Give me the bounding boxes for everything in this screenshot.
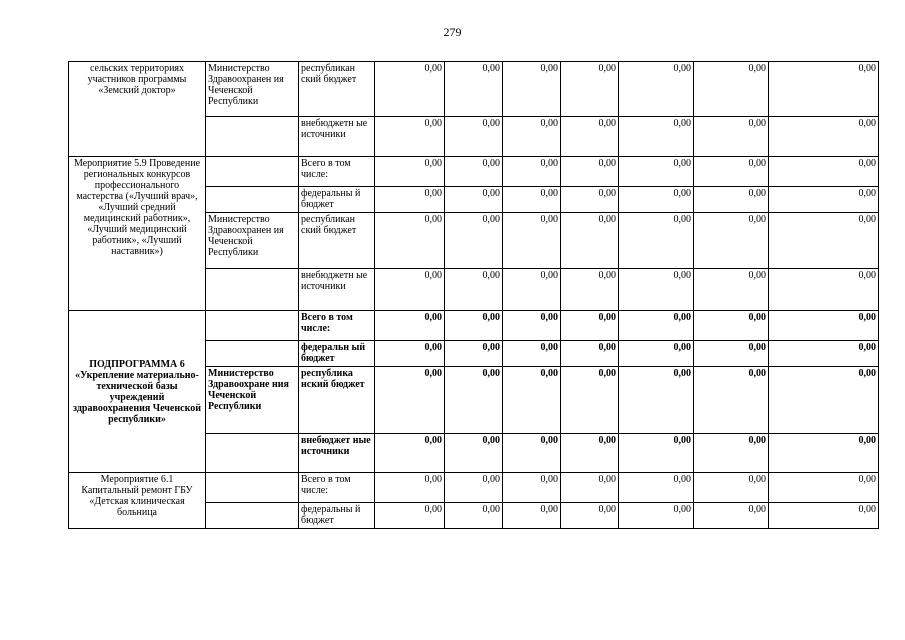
value-cell: 0,00: [561, 434, 619, 473]
value-cell: 0,00: [445, 311, 503, 341]
value-cell: 0,00: [445, 213, 503, 269]
value-cell: 0,00: [503, 269, 561, 311]
org-cell: [206, 117, 299, 157]
value-cell: 0,00: [445, 187, 503, 213]
value-cell: 0,00: [375, 341, 445, 367]
value-cell: 0,00: [375, 367, 445, 434]
value-cell: 0,00: [375, 117, 445, 157]
value-cell: 0,00: [619, 117, 694, 157]
value-cell: 0,00: [769, 341, 879, 367]
value-cell: 0,00: [503, 157, 561, 187]
value-cell: 0,00: [619, 62, 694, 117]
value-cell: 0,00: [503, 213, 561, 269]
value-cell: 0,00: [619, 157, 694, 187]
value-cell: 0,00: [503, 311, 561, 341]
value-cell: 0,00: [375, 187, 445, 213]
activity-cell: сельских территориях участников программы «Земский доктор»: [69, 62, 206, 157]
value-cell: 0,00: [445, 367, 503, 434]
value-cell: 0,00: [503, 473, 561, 503]
source-cell: Всего в том числе:: [299, 311, 375, 341]
value-cell: 0,00: [619, 187, 694, 213]
value-cell: 0,00: [561, 473, 619, 503]
value-cell: 0,00: [619, 434, 694, 473]
value-cell: 0,00: [375, 503, 445, 529]
value-cell: 0,00: [375, 269, 445, 311]
value-cell: 0,00: [561, 62, 619, 117]
value-cell: 0,00: [694, 269, 769, 311]
value-cell: 0,00: [561, 213, 619, 269]
value-cell: 0,00: [375, 157, 445, 187]
value-cell: 0,00: [561, 311, 619, 341]
source-cell: федеральны й бюджет: [299, 503, 375, 529]
value-cell: 0,00: [694, 341, 769, 367]
value-cell: 0,00: [561, 117, 619, 157]
value-cell: 0,00: [769, 503, 879, 529]
org-cell: [206, 311, 299, 341]
table-row: [69, 157, 879, 187]
value-cell: 0,00: [445, 157, 503, 187]
value-cell: 0,00: [769, 269, 879, 311]
source-cell: республикан ский бюджет: [299, 62, 375, 117]
value-cell: 0,00: [503, 503, 561, 529]
value-cell: 0,00: [694, 187, 769, 213]
value-cell: 0,00: [503, 187, 561, 213]
value-cell: 0,00: [769, 434, 879, 473]
value-cell: 0,00: [503, 367, 561, 434]
budget-table: [68, 61, 879, 529]
org-cell: Министерство Здравоохранен ия Чеченской Республики: [206, 213, 299, 269]
source-cell: внебюджетн ые источники: [299, 117, 375, 157]
source-cell: республикан ский бюджет: [299, 213, 375, 269]
source-cell: Всего в том числе:: [299, 157, 375, 187]
value-cell: 0,00: [503, 341, 561, 367]
source-cell: федеральны й бюджет: [299, 187, 375, 213]
value-cell: 0,00: [375, 62, 445, 117]
value-cell: 0,00: [619, 213, 694, 269]
source-cell: внебюджетн ые источники: [299, 269, 375, 311]
value-cell: 0,00: [769, 311, 879, 341]
org-cell: Министерство Здравоохранен ия Чеченской Республики: [206, 62, 299, 117]
value-cell: 0,00: [445, 473, 503, 503]
value-cell: 0,00: [694, 117, 769, 157]
value-cell: 0,00: [694, 434, 769, 473]
value-cell: 0,00: [375, 311, 445, 341]
value-cell: 0,00: [694, 367, 769, 434]
value-cell: 0,00: [694, 503, 769, 529]
value-cell: 0,00: [561, 503, 619, 529]
value-cell: 0,00: [561, 341, 619, 367]
value-cell: 0,00: [769, 473, 879, 503]
value-cell: 0,00: [619, 269, 694, 311]
activity-cell: Мероприятие 5.9 Проведение региональных конкурсов профессионального мастерства («Лучший врач», «Лучший средний медицинский работник», «Лучший медицинский работник», «Лучший наставник»): [69, 157, 206, 311]
org-cell: [206, 157, 299, 187]
value-cell: 0,00: [445, 62, 503, 117]
value-cell: 0,00: [619, 311, 694, 341]
value-cell: 0,00: [619, 503, 694, 529]
value-cell: 0,00: [694, 62, 769, 117]
source-cell: внебюджет ные источники: [299, 434, 375, 473]
value-cell: 0,00: [445, 341, 503, 367]
activity-cell: Мероприятие 6.1 Капитальный ремонт ГБУ «Детская клиническая больница: [69, 473, 206, 529]
table-row: [69, 62, 879, 117]
value-cell: 0,00: [375, 213, 445, 269]
table-row: [69, 473, 879, 503]
value-cell: 0,00: [769, 213, 879, 269]
value-cell: 0,00: [619, 341, 694, 367]
value-cell: 0,00: [561, 367, 619, 434]
page-number: 279: [443, 25, 462, 39]
value-cell: 0,00: [503, 62, 561, 117]
value-cell: 0,00: [561, 187, 619, 213]
value-cell: 0,00: [619, 473, 694, 503]
value-cell: 0,00: [694, 311, 769, 341]
org-cell: [206, 341, 299, 367]
value-cell: 0,00: [561, 157, 619, 187]
value-cell: 0,00: [503, 117, 561, 157]
value-cell: 0,00: [375, 473, 445, 503]
value-cell: 0,00: [445, 117, 503, 157]
source-cell: Всего в том числе:: [299, 473, 375, 503]
source-cell: республика нский бюджет: [299, 367, 375, 434]
source-cell: федеральн ый бюджет: [299, 341, 375, 367]
value-cell: 0,00: [445, 269, 503, 311]
subprogram-title-cell: ПОДПРОГРАММА 6 «Укрепление материально-технической базы учреждений здравоохранения Чеченской республики»: [69, 311, 206, 473]
org-cell: [206, 434, 299, 473]
table-row: [69, 311, 879, 341]
value-cell: 0,00: [694, 157, 769, 187]
value-cell: 0,00: [619, 367, 694, 434]
value-cell: 0,00: [445, 434, 503, 473]
value-cell: 0,00: [769, 367, 879, 434]
org-cell: Министерство Здравоохране ния Чеченской Республики: [206, 367, 299, 434]
org-cell: [206, 473, 299, 503]
org-cell: [206, 269, 299, 311]
value-cell: 0,00: [694, 213, 769, 269]
value-cell: 0,00: [769, 187, 879, 213]
value-cell: 0,00: [561, 269, 619, 311]
value-cell: 0,00: [769, 117, 879, 157]
value-cell: 0,00: [769, 157, 879, 187]
org-cell: [206, 187, 299, 213]
value-cell: 0,00: [503, 434, 561, 473]
org-cell: [206, 503, 299, 529]
value-cell: 0,00: [445, 503, 503, 529]
value-cell: 0,00: [375, 434, 445, 473]
value-cell: 0,00: [769, 62, 879, 117]
value-cell: 0,00: [694, 473, 769, 503]
